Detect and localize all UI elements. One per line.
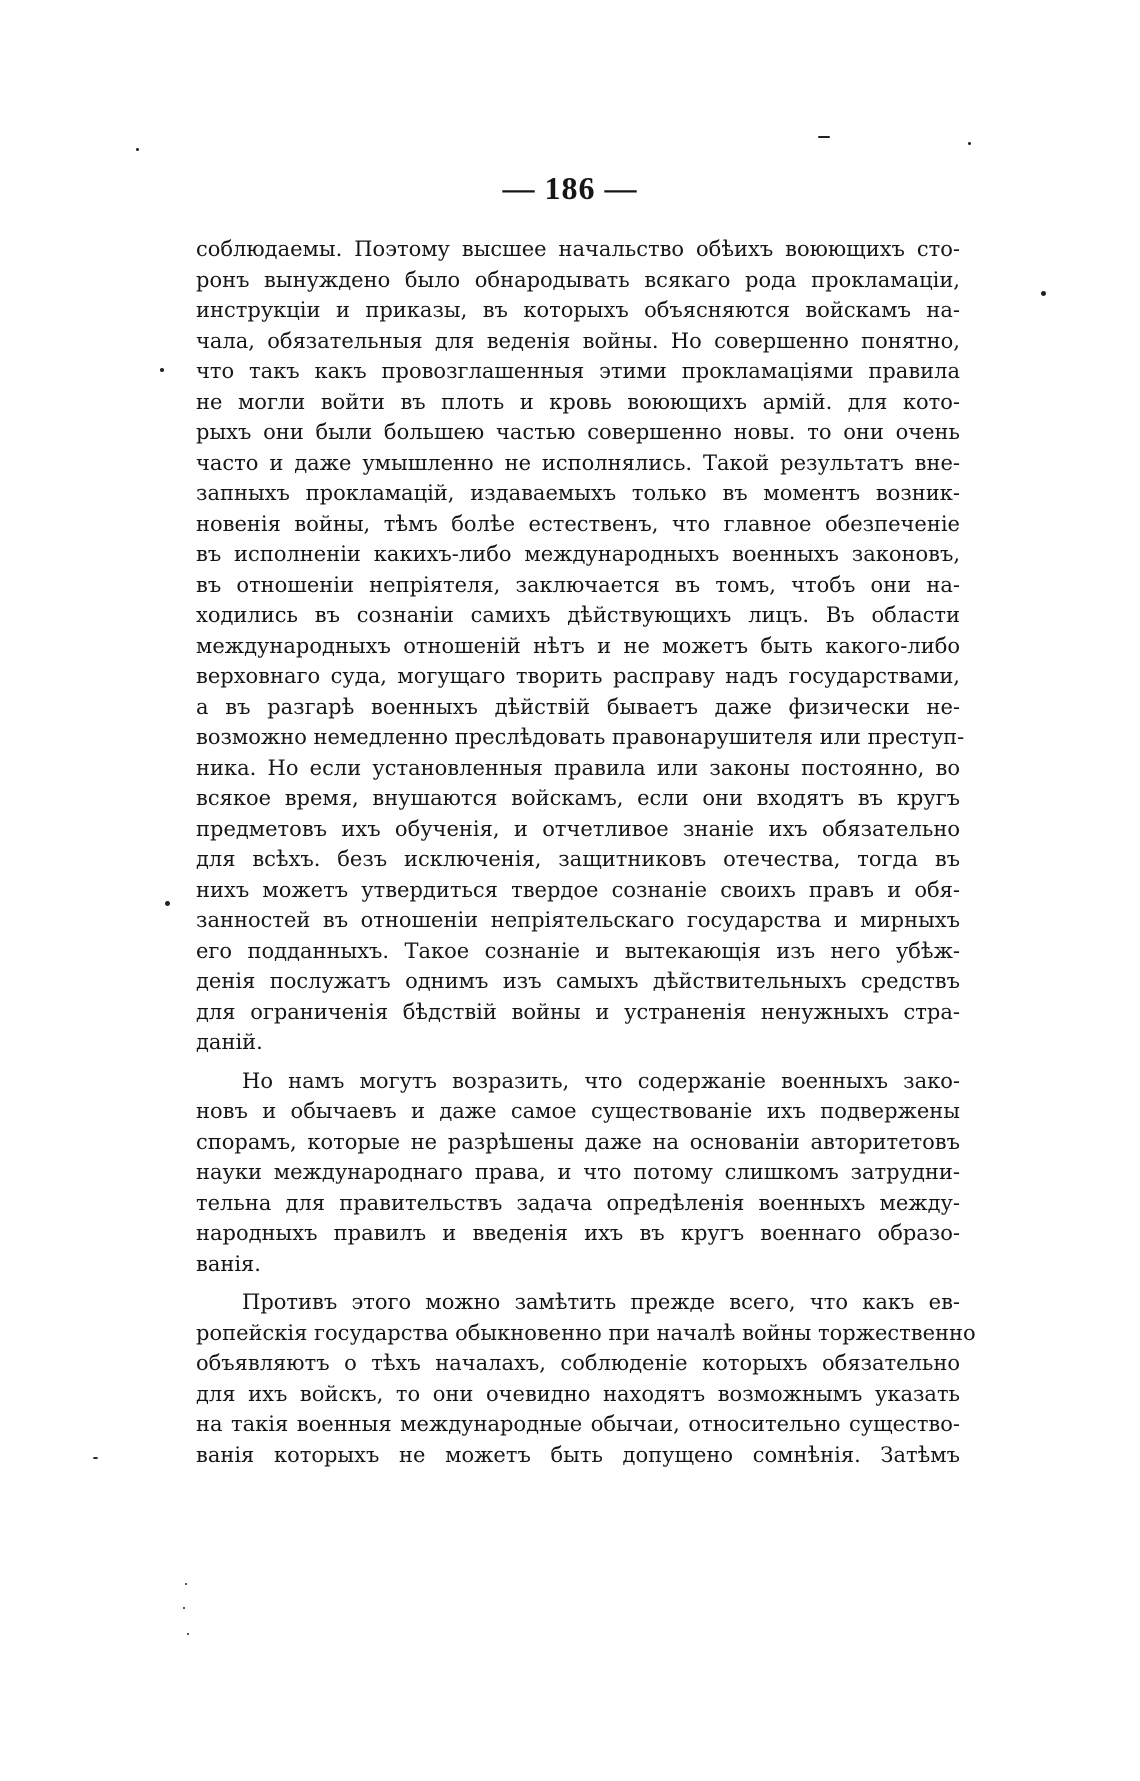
text-line: всякое время, внушаются войскамъ, если они входятъ въ кругъ	[196, 786, 960, 810]
text-line: тельна для правительствъ задача опредѣленія военныхъ между-	[196, 1190, 960, 1215]
scan-speck	[93, 1457, 98, 1459]
text-line: соблюдаемы. Поэтому высшее начальство обѣихъ воюющихъ сто-	[196, 237, 960, 261]
text-line: рыхъ они были большею частью совершенно новы. то они очень	[196, 420, 960, 444]
text-line: въ отношеніи непріятеля, заключается въ томъ, чтобъ они на-	[196, 572, 960, 597]
text-line: международныхъ отношеній нѣтъ и не можетъ быть какого-либо	[196, 633, 960, 658]
text-line: а въ разгарѣ военныхъ дѣйствій бываетъ даже физически не-	[196, 694, 960, 719]
text-line: новенія войны, тѣмъ болѣе естественъ, что главное обезпеченіе	[196, 511, 960, 536]
text-line: верховнаго суда, могущаго творить расправу надъ государствами,	[196, 664, 960, 688]
text-line: объявляютъ о тѣхъ началахъ, соблюденіе которыхъ обязательно	[196, 1351, 960, 1375]
text-line: Но намъ могутъ возразить, что содержаніе военныхъ зако-	[242, 1068, 960, 1093]
scan-speck	[165, 901, 170, 906]
text-line: возможно немедленно преслѣдовать правонарушителя или преступ-	[196, 725, 965, 749]
text-line: науки международнаго права, и что потому слишкомъ затрудни-	[196, 1160, 960, 1184]
text-line: инструкціи и приказы, въ которыхъ объясняются войскамъ на-	[196, 298, 960, 322]
body-text	[196, 234, 976, 1470]
text-line: что такъ какъ провозглашенныя этими прокламаціями правила	[196, 359, 960, 383]
text-line: на такія военныя международные обычаи, относительно существо-	[196, 1412, 960, 1436]
text-line: для ограниченія бѣдствій войны и устраненія ненужныхъ стра-	[196, 999, 960, 1024]
text-line: его подданныхъ. Такое сознаніе и вытекающія изъ него убѣж-	[196, 938, 960, 963]
text-line: ника. Но если установленныя правила или законы постоянно, во	[196, 755, 960, 780]
scan-speck	[187, 1633, 189, 1635]
paragraph-2	[196, 1066, 960, 1280]
paragraph-gap	[196, 1058, 960, 1066]
text-line: ходились въ сознаніи самихъ дѣйствующихъ лицъ. Въ области	[196, 603, 960, 627]
text-line: для ихъ войскъ, то они очевидно находятъ возможнымъ указать	[196, 1381, 960, 1406]
text-line: ванія.	[196, 1251, 261, 1276]
paragraph-1	[196, 234, 965, 1058]
scan-speck	[968, 142, 971, 145]
text-line: Противъ этого можно замѣтить прежде всего, что какъ ев-	[242, 1290, 960, 1314]
text-line: денія послужатъ однимъ изъ самыхъ дѣйствительныхъ средствъ	[196, 969, 960, 993]
text-line: ропейскія государства обыкновенно при началѣ войны торжественно	[196, 1320, 976, 1345]
text-line: не могли войти въ плоть и кровь воюющихъ армій. для кото-	[196, 389, 960, 414]
scan-speck	[1041, 291, 1046, 296]
scan-speck	[136, 148, 139, 151]
text-line: въ исполненіи какихъ-либо международныхъ военныхъ законовъ,	[196, 542, 960, 566]
text-line: для всѣхъ. безъ исключенія, защитниковъ отечества, тогда въ	[196, 847, 960, 871]
text-line: чала, обязательныя для веденія войны. Но совершенно понятно,	[196, 328, 960, 353]
text-line: ванія которыхъ не можетъ быть допущено сомнѣнія. Затѣмъ	[196, 1442, 960, 1467]
text-line: новъ и обычаевъ и даже самое существованіе ихъ подвержены	[196, 1099, 960, 1123]
scan-speck	[185, 1583, 187, 1585]
scan-speck	[818, 136, 830, 138]
paragraph-3	[196, 1287, 976, 1470]
text-line: нихъ можетъ утвердиться твердое сознаніе своихъ правъ и обя-	[196, 877, 960, 902]
text-line: спорамъ, которые не разрѣшены даже на основаніи авторитетовъ	[196, 1129, 960, 1154]
scan-speck	[183, 1607, 185, 1609]
text-line: предметовъ ихъ обученія, и отчетливое знаніе ихъ обязательно	[196, 816, 960, 841]
scan-speck	[160, 368, 164, 372]
text-line: даній.	[196, 1030, 263, 1054]
text-line: запныхъ прокламацій, издаваемыхъ только въ моментъ возник-	[196, 481, 960, 505]
text-line: часто и даже умышленно не исполнялись. Такой результатъ вне-	[196, 450, 960, 475]
text-line: народныхъ правилъ и введенія ихъ въ кругъ военнаго образо-	[196, 1221, 960, 1245]
paragraph-gap	[196, 1279, 960, 1287]
text-line: ронъ вынуждено было обнародывать всякаго рода прокламаціи,	[196, 267, 960, 292]
text-line: занностей въ отношеніи непріятельскаго государства и мирныхъ	[196, 908, 960, 932]
page-number: — 186 —	[502, 170, 638, 206]
